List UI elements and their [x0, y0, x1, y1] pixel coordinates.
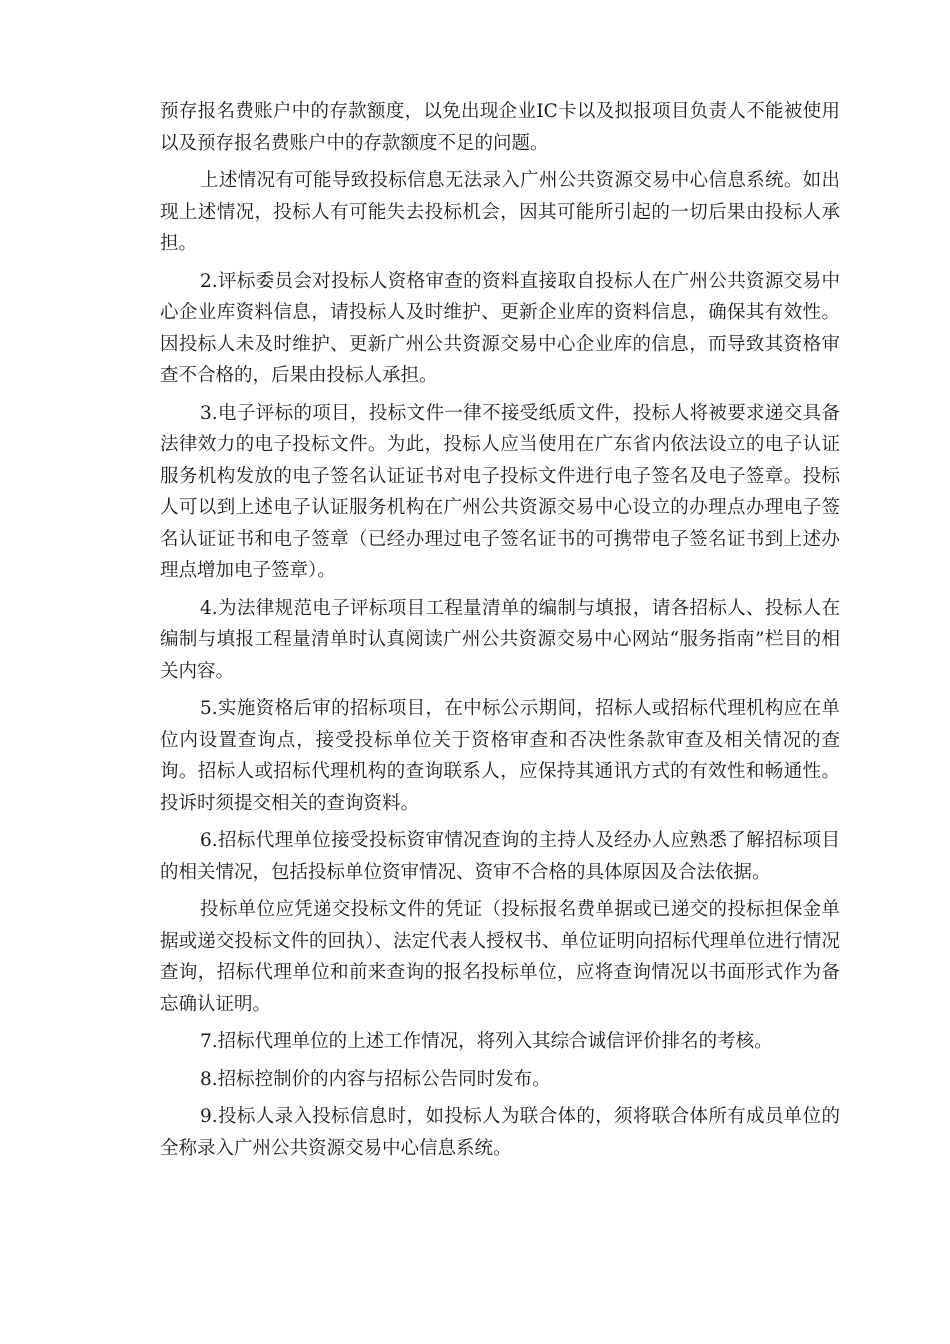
- paragraph-item-8: 8.招标控制价的内容与招标公告同时发布。: [200, 1068, 551, 1090]
- paragraph-consequences: 上述情况有可能导致投标信息无法录入广州公共资源交易中心信息系统。如出现上述情况，投标人有可能失去投标机会，因其可能所引起的一切后果由投标人承担。: [160, 170, 840, 254]
- paragraph-item-9: 9.投标人录入投标信息时，如投标人为联合体的，须将联合体所有成员单位的全称录入广州公共资源交易中心信息系统。: [160, 1106, 840, 1159]
- paragraph-item-6: 6.招标代理单位接受投标资审情况查询的主持人及经办人应熟悉了解招标项目的相关情况，包括投标单位资审情况、资审不合格的具体原因及合法依据。: [160, 830, 840, 883]
- paragraph-ic-card-note: 预存报名费账户中的存款额度，以免出现企业IC卡以及拟报项目负责人不能被使用以及预存报名费账户中的存款额度不足的问题。: [160, 101, 840, 154]
- paragraph-item-5: 5.实施资格后审的招标项目，在中标公示期间，招标人或招标代理机构应在单位内设置查询点，接受投标单位关于资格审查和否决性条款审查及相关情况的查询。招标人或招标代理机构的查询联系人，应保持其通讯方式的有效性和畅通性。投诉时须提交相关的查询资料。: [160, 698, 840, 814]
- paragraph-item-3: 3.电子评标的项目，投标文件一律不接受纸质文件，投标人将被要求递交具备法律效力的电子投标文件。为此，投标人应当使用在广东省内依法设立的电子认证服务机构发放的电子签名认证证书对电子投标文件进行电子签名及电子签章。投标人可以到上述电子认证服务机构在广州公共资源交易中心设立的办理点办理电子签名认证证书和电子签章（已经办理过电子签名证书的可携带电子签名证书到上述办理点增加电子签章）。: [160, 402, 840, 581]
- paragraph-item-2: 2.评标委员会对投标人资格审查的资料直接取自投标人在广州公共资源交易中心企业库资料信息，请投标人及时维护、更新企业库的资料信息，确保其有效性。因投标人未及时维护、更新广州公共资源交易中心企业库的信息，而导致其资格审查不合格的，后果由投标人承担。: [160, 270, 840, 386]
- document-page: [160, 96, 840, 1170]
- paragraph-item-4: 4.为法律规范电子评标项目工程量清单的编制与填报，请各招标人、投标人在编制与填报工程量清单时认真阅读广州公共资源交易中心网站“服务指南”栏目的相关内容。: [160, 597, 840, 682]
- paragraph-item-7: 7.招标代理单位的上述工作情况，将列入其综合诚信评价排名的考核。: [200, 1031, 773, 1052]
- paragraph-inquiry-procedure: 投标单位应凭递交投标文件的凭证（投标报名费单据或已递交的投标担保金单据或递交投标文件的回执）、法定代表人授权书、单位证明向招标代理单位进行情况查询，招标代理单位和前来查询的报名投标单位，应将查询情况以书面形式作为备忘确认证明。: [160, 899, 840, 1015]
